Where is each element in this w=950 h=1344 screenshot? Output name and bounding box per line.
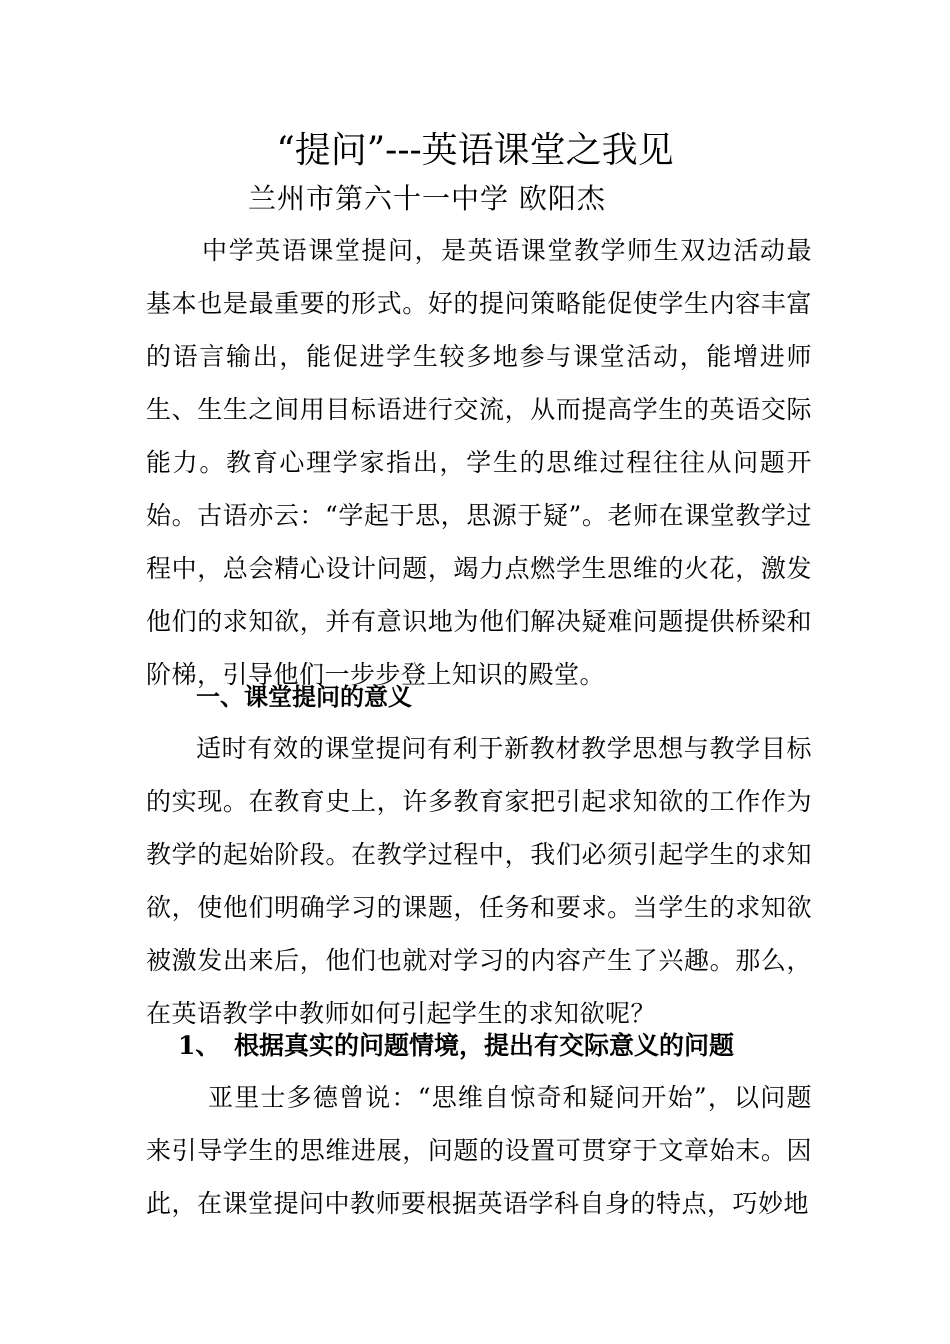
document-title: “提问”---英语课堂之我见 (276, 130, 674, 171)
document-author: 兰州市第六十一中学 欧阳杰 (248, 182, 606, 215)
subsection-number: 1、 (178, 1031, 221, 1060)
subsection-title: 根据真实的问题情境，提出有交际意义的问题 (234, 1031, 735, 1060)
subsection-paragraph: 亚里士多德曾说：“思维自惊奇和疑问开始”，以问题来引导学生的思维进展，问题的设置可贯穿于文章始末。因此，在课堂提问中教师要根据英语学科自身的特点，巧妙地 (146, 1083, 812, 1218)
section-heading: 一、课堂提问的意义 (196, 683, 412, 711)
intro-paragraph: 中学英语课堂提问，是英语课堂教学师生双边活动最基本也是最重要的形式。好的提问策略能促使学生内容丰富的语言输出，能促进学生较多地参与课堂活动，能增进师生、生生之间用目标语进行交流，从而提高学生的英语交际能力。教育心理学家指出，学生的思维过程往往从问题开始。古语亦云：“学起于思，思源于疑”。老师在课堂教学过程中，总会精心设计问题，竭力点燃学生思维的火花，激发他们的求知欲，并有意识地为他们解决疑难问题提供桥梁和阶梯，引导他们一步步登上知识的殿堂。 (146, 236, 812, 689)
subsection-heading (178, 1022, 734, 1070)
section-paragraph: 适时有效的课堂提问有利于新教材教学思想与教学目标的实现。在教育史上，许多教育家把引起求知欲的工作作为教学的起始阶段。在教学过程中，我们必须引起学生的求知欲，使他们明确学习的课题，任务和要求。当学生的求知欲被激发出来后，他们也就对学习的内容产生了兴趣。那么，在英语教学中教师如何引起学生的求知欲呢？ (146, 734, 812, 1028)
